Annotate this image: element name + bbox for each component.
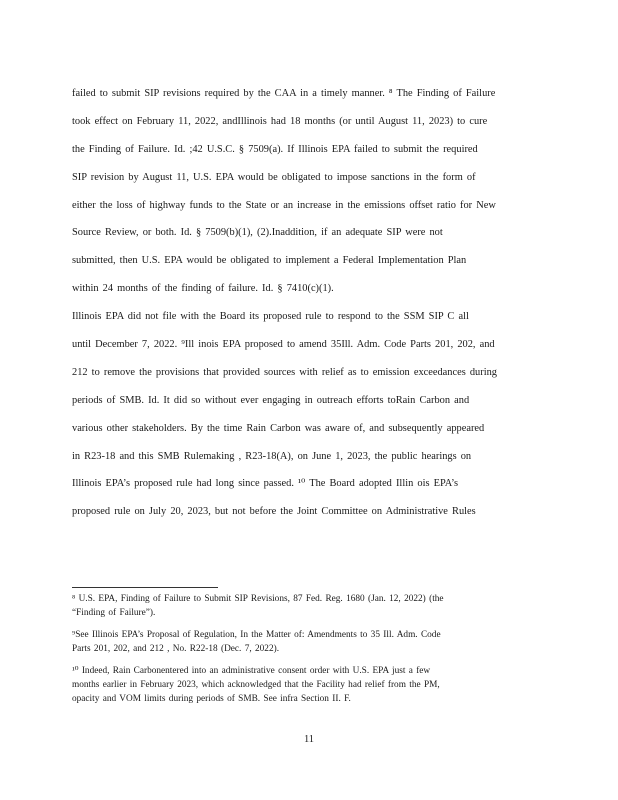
footnote-line: Parts 201, 202, and 212 , No. R22-18 (Dec. 7, 2022). <box>72 643 280 654</box>
body-line: the Finding of Failure. Id. ;42 U.S.C. § 7509(a). If Illinois EPA failed to submit the required <box>72 143 478 155</box>
body-line: until December 7, 2022. ⁹Ill inois EPA proposed to amend 35Ill. Adm. Code Parts 201, 202, and <box>72 339 495 351</box>
body-line: within 24 months of the finding of failure. Id. § 7410(c)(1). <box>72 283 334 295</box>
body-line: periods of SMB. Id. It did so without ever engaging in outreach efforts toRain Carbon and <box>72 394 470 406</box>
body-line: proposed rule on July 20, 2023, but not before the Joint Committee on Administrative Rules <box>72 506 476 518</box>
body-line: took effect on February 11, 2022, andIllinois had 18 months (or until August 11, 2023) to cure <box>72 115 488 127</box>
footnotes <box>72 593 540 715</box>
footnote-8 <box>72 593 540 620</box>
footnote-line: ¹⁰ Indeed, Rain Carbonentered into an administrative consent order with U.S. EPA just a few <box>72 666 431 677</box>
body-line: Illinois EPA did not file with the Board its proposed rule to respond to the SSM SIP C all <box>72 311 469 323</box>
body-line: Source Review, or both. Id. § 7509(b)(1), (2).Inaddition, if an adequate SIP were not <box>72 227 443 239</box>
body-text <box>72 86 540 532</box>
body-line: failed to submit SIP revisions required by the CAA in a timely manner. ⁸ The Finding of Failure <box>72 88 496 99</box>
body-line: 212 to remove the provisions that provided sources with relief as to emission exceedances during <box>72 366 497 378</box>
footnote-line: “Finding of Failure”). <box>72 607 156 618</box>
body-line: Illinois EPA’s proposed rule had long since passed. ¹⁰ The Board adopted Illin ois EPA’s <box>72 478 459 490</box>
body-line: in R23-18 and this SMB Rulemaking , R23-18(A), on June 1, 2023, the public hearings on <box>72 450 472 462</box>
footnote-line: months earlier in February 2023, which acknowledged that the Facility had relief from the PM, <box>72 679 440 690</box>
body-line: various other stakeholders. By the time Rain Carbon was aware of, and subsequently appeared <box>72 422 485 434</box>
footnote-line: ⁹See Illinois EPA’s Proposal of Regulation, In the Matter of: Amendments to 35 Ill. Adm. Code <box>72 630 441 641</box>
page-number: 11 <box>303 734 315 745</box>
body-line: submitted, then U.S. EPA would be obligated to implement a Federal Implementation Plan <box>72 255 467 267</box>
body-line: SIP revision by August 11, U.S. EPA would be obligated to impose sanctions in the form of <box>72 171 476 183</box>
footnote-line: ⁸ U.S. EPA, Finding of Failure to Submit SIP Revisions, 87 Fed. Reg. 1680 (Jan. 12, 2022) (the <box>72 594 444 604</box>
body-line: either the loss of highway funds to the State or an increase in the emissions offset ratio for New <box>72 199 496 211</box>
footnote-divider <box>72 587 218 588</box>
footnote-line: opacity and VOM limits during periods of SMB. See infra Section II. F. <box>72 693 351 704</box>
footnote-9 <box>72 629 540 656</box>
footnote-10 <box>72 665 540 706</box>
